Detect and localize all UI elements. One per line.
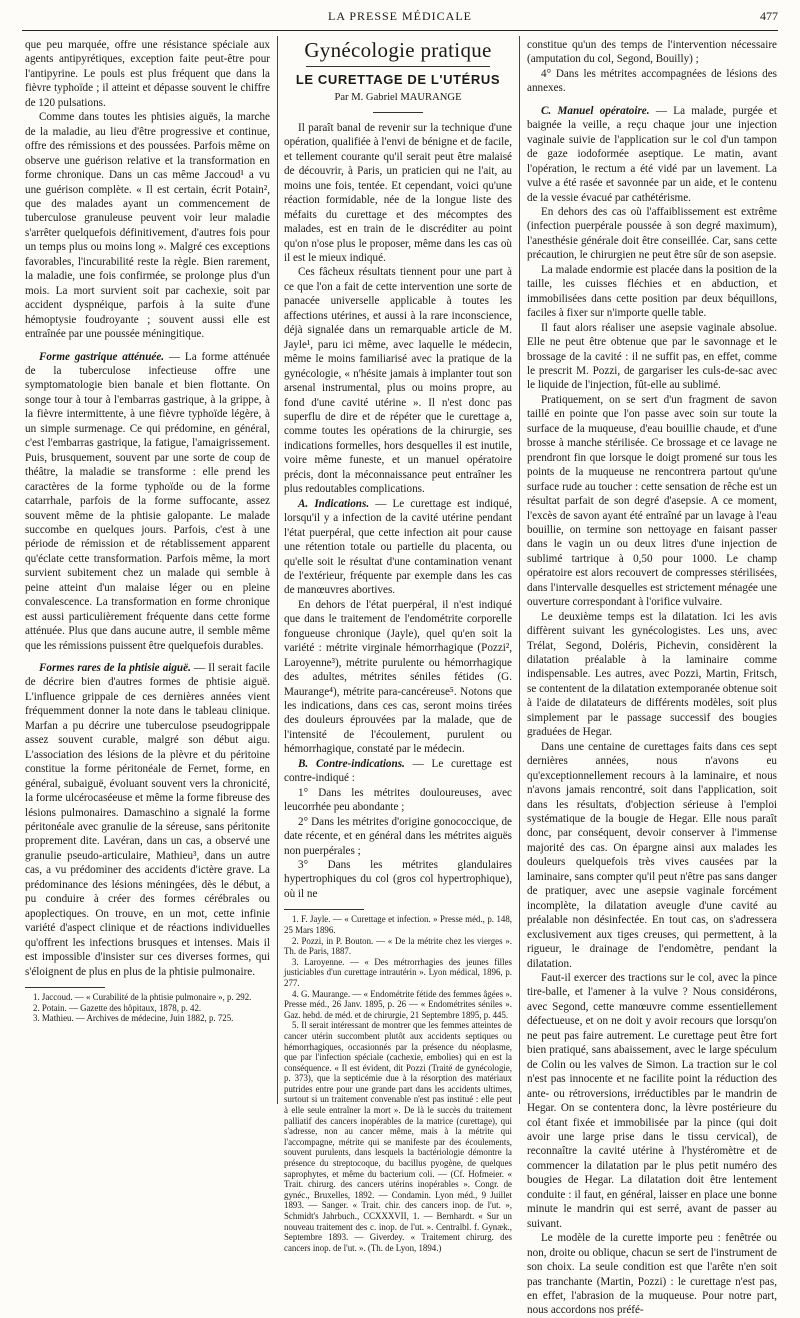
footnote: 1. F. Jayle. — « Curettage et infection. » Presse méd., p. 148, 25 Mars 1896. [284,914,512,935]
footnotes [25,992,270,1024]
footnote: 2. Potain. — Gazette des hôpitaux, 1878, p. 42. [33,1002,202,1013]
paragraph: Le deuxième temps est la dilatation. Ici les avis diffèrent suivant les gynécologistes. Les uns, avec Trélat, Segond, Doléris, Pichevin, considèrent la dilatation préalable à la laminaire comme indispensable. Les autres, avec Pozzi, Martin, Fritsch, se contentent de la dilatation extemporanée obtenue soit à l'aide de dilatateurs de différents modèles, soit plus simplement par le passage successif des bougies graduées de Hegar. [527,610,777,739]
section-paragraph: A. Indications. — Le curettage est indiqué, lorsqu'il y a infection de la cavité utérine pendant l'état puerpéral, que cette infection ait pour cause une rétention totale ou partielle du placenta, ou qu'elle soit le résultat d'une contamination venant de l'extérieur, fréquente par exemple dans les cas de manœuvres abortives. [284,497,512,597]
journal-title: LA PRESSE MÉDICALE [327,9,472,23]
footnote-rule [284,909,364,910]
rubric-heading: Gynécologie pratique [304,38,492,62]
footnote: 2. Pozzi, in P. Bouton. — « De la métrite chez les vierges ». Th. de Paris, 1887. [284,935,512,957]
paragraph: Il paraît banal de revenir sur la technique d'une opération, qualifiée à l'envi de bénigne et de facile, et tellement courante qu'il serait peut être malaisé de découvrir, à Paris, un praticien qui ne l'ait, au moins une fois, tentée. Et cependant, voici qu'une réaction formidable, née de la longue liste des méfaits du curettage et des mécomptes des malades, est en train de le discréditer au point qu'on n'ose plus le proposer, même dans les cas où il est le mieux indiqué. [284,121,512,264]
footnote: 3. Laroyenne. — « Des métrorrhagies des jeunes filles justiciables d'un curettage intrautérin ». Lyon médical, 1896, p. 277. [284,956,512,988]
list-item: 4° Dans les métrites accompagnées de lésions des annexes. [527,67,777,95]
paragraph: constitue qu'un des temps de l'intervention nécessaire (amputation du col, Segond, Bouilly) ; [527,39,777,66]
section-heading: Formes rares de la phtisie aiguë. [39,662,191,675]
page-number: 477 [760,9,778,23]
section-paragraph: B. Contre-indications. — Le curettage est contre-indiqué : [284,757,512,785]
section-text: La malade, purgée et baignée la veille, a reçu chaque jour une injection vaginale suivie de l'application sur le col d'un tampon de gaze iodoformée aseptique. Le matin, avant l'opération, le rectum a été vidé par un lavement. La vulve a été rasée et savonnée par un aide, et le contenu de la vessie évacué par cathétérisme. [527,104,777,204]
title-rule [373,112,423,113]
column-rule-1 [277,36,278,1104]
section-heading: B. Contre-indications. [298,757,405,770]
section-text: Il serait facile de décrire bien d'autres formes de phtisie aiguë. L'influence grippale de ces dernières années vient fréquemment donner la note dans le tableau clinique. Marfan a pu décrire une tuberculose pseudogrippale assez souvent curable, malgré son début aigu. L'association des lésions de la plèvre et du péritoine constitue la forme péritonéale de Fernet, forme, en général, subaiguë, évoluant souvent vers la chronicité, la forme ulcérocaséeuse et même la forme fibreuse des lésions pulmonaires. Damaschino a signalé la forme péritonéale avec granulie de la séreuse, sans péritonite proprement dite. Lavéran, dans un cas, a observé une granulie pseudo-articulaire, Mathieu³, dans un autre cas, a vu prédominer des accidents d'ictère grave. La prédominance des lésions méningées, dès le début, a pu conduire à créer des formes cérébrales ou apoplectiques. On trouve, en un mot, cette infinie variété d'aspect clinique et de réactions individuelles qu'offrent les infections brusques et intenses. Mais il est impossible d'insister sur ces diverses formes, qui s'éloignent de plus en plus de la phtisie pulmonaire. [25,662,270,978]
section-heading: Forme gastrique atténuée. [39,350,165,363]
column-1 [25,38,270,1104]
section-paragraph: Formes rares de la phtisie aiguë. — Il serait facile de décrire bien d'autres formes de phtisie aiguë. L'influence grippale de ces dernières années vient fréquemment donner la note dans le tableau clinique. Marfan a pu décrire une tuberculose pseudogrippale assez souvent curable, malgré son début aigu. L'association des lésions de la plèvre et du péritoine constitue la forme péritonéale de Fernet, forme, en général, subaiguë, évoluant souvent vers la chronicité, la forme ulcérocaséeuse et même la forme fibreuse des lésions pulmonaires. Damaschino a signalé la forme péritonéale avec granulie de la séreuse, sans péritonite proprement dite. Lavéran, dans un cas, a observé une granulie pseudo-articulaire, Mathieu³, dans un autre cas, a vu prédominer des accidents d'ictère grave. La prédominance des lésions méningées, dès le début, a pu conduire à créer des formes cérébrales ou apoplectiques. On trouve, en un mot, cette infinie variété d'aspect clinique et de réactions individuelles qu'offrent les infections brusques et intenses. Mais il est impossible d'insister sur ces diverses formes, qui s'éloignent de plus en plus de la phtisie pulmonaire. [25,662,270,978]
section-heading: C. Manuel opératoire. [541,104,650,117]
section-paragraph: Forme gastrique atténuée. — La forme atténuée de la tuberculose infectieuse offre une symptomatologie bien banale et bien flottante. On songe tour à tour à l'embarras gastrique, à la grippe, à la fièvre intermittente, à une fièvre typhoïde légère, à un simple surmenage. Ce qui prédomine, en général, c'est l'embarras gastrique, la fatigue, l'amaigrissement. Puis, brusquement, souvent par une sorte de coup de théâtre, la maladie se transforme : elle prend les caractères de la forme typhoïde ou de la forme catarrhale, parfois de la forme suffocante, assez souvent même de la phtisie galopante. Le malade succombe en quelques jours. Parfois, c'est à une période de rémission et de rétablissement apparent qu'éclate cette transformation. Parfois même, la mort survient subitement chez un malade qui semble à peine atteint d'un malaise léger ou en pleine convalescence. La transformation en forme chronique est aussi particulièrement fréquente dans cette forme atténuée. Plus que dans aucune autre, il semble même que les rémissions puissent être quelquefois durables. [25,350,270,652]
paragraph: La malade endormie est placée dans la position de la taille, les cuisses fléchies et en abduction, et immobilisées dans cette position par deux béquillons, faciles à fixer sur n'importe quelle table. [527,263,777,320]
section-text: Le curettage est indiqué, lorsqu'il y a infection de la cavité utérine pendant l'état puerpéral, que cette infection ait pour cause une rétention totale ou partielle du placenta, ou qu'elle soit le résultat d'une contamination venant de l'extérieur, fréquente par exemple dans les cas de manœuvres abortives. [284,497,512,597]
section-text: Le curettage est contre-indiqué : [284,757,512,785]
paragraph: Faut-il exercer des tractions sur le col, avec la pince tire-balle, et l'amener à la vulve ? Nous considérons, avec Segond, cette manœuvre comme essentiellement défectueuse, et on ne doit y avoir recours que lorsqu'on ne peut pas faire autrement. Le curettage peut être fort bien pratiqué, sans abaissement, avec le large spéculum de Colin ou les valves de Simon. La traction sur le col n'est pas innocente et ne facilite point la réduction des ante- ou rétroversions, irréductibles par le mandrin de Hegar. On se contentera donc, la lèvre postérieure du col étant fixée et immobilisée par la pince (qui doit avoir une large prise dans le tissu cervical), de reconnaître la cavité utérine à l'hystéromètre et de commencer la dilatation par le plus petit numéro des bougies de Hegar. La dilatation doit être lentement conduite : il faut, en général, laisser en place une bonne minute le mandrin qui est serré, avant de passer au suivant. [527,972,777,1230]
section-heading: A. Indications. [298,497,370,510]
footnote: 3. Mathieu. — Archives de médecine, Juin 1882, p. 725. [33,1013,234,1024]
paragraph: Ces fâcheux résultats tiennent pour une part à ce que l'on a fait de cette intervention une sorte de panacée universelle applicable à toutes les affections utérines, et aussi à la rare inconscience, déjà signalée dans un remarquable article de M. Jayle¹, paru ici même, avec laquelle le médecin, même le moins familiarisé avec la pratique de la gynécologie, « n'hésite jamais à implanter tout son arsenal instrumental, plus ou moins propre, au fond d'une cavité utérine ». Il n'est donc pas superflu de dire et de répéter que le curettage a, comme toutes les opérations de la chirurgie, ses indications formelles, hors desquelles il est inutile, voire même funeste, et un manuel opératoire précis, dont la méconnaissance peut entraîner les plus redoutables complications. [284,266,512,496]
header-rule [22,30,778,31]
running-header [22,9,778,27]
paragraph: Pratiquement, on se sert d'un fragment de savon taillé en pointe que l'on passe avec soin sur toute la surface de la muqueuse, d'eau bouillie chaude, et d'une brosse à manche stérilisée. Ce brossage et ce lavage ne prendront fin que lorsque le doigt promené sur tous les points de la muqueuse ne rencontrera partout qu'une surface rude au toucher : cette sensation de rêche est un résultat parfait de son degré d'asepsie. A ce moment, l'excès de savon ayant été entraîné par un lavage à l'eau bouillie, on termine son nettoyage en faisant passer dans le vagin un ou deux litres d'une injection de sublimé tartrique à 0,50 pour 1000. Le champ opératoire est alors recouvert de compresses stérilisées, dans l'intervalle desquelles est strictement ménagée une ouverture correspondant à l'orifice vulvaire. [527,393,777,609]
paragraph: Comme dans toutes les phtisies aiguës, la marche de la maladie, au lieu d'être progressive et continue, offre des rémissions et des poussées. Parfois même on observe une guérison relative et la transformation en forme chronique. Dans un cas même Jaccoud¹ a vu une guérison complète. « Il est certain, écrit Potain², que des malades ayant un commencement de tuberculose granuleuse peuvent voir leur maladie s'arrêter quelquefois définitivement, d'autres fois pour un temps plus ou moins long ». Malgré ces exceptions favorables, l'incurabilité reste la règle. Bien rarement, la maladie, une fois confirmée, se prolonge plus d'un mois. La mort survient soit par cachexie, soit par accident dyspnéique, parfois à la suite d'une hémoptysie foudroyante ; souvent aussi elle est entraînée par une poussée méningitique. [25,111,270,341]
list-item: 1° Dans les métrites douloureuses, avec leucorrhée peu abondante ; [284,786,512,814]
article-title: LE CURETTAGE DE L'UTÉRUS [295,72,501,87]
column-rule-2 [519,36,520,1104]
paragraph: Il faut alors réaliser une asepsie vaginale absolue. Elle ne peut être obtenue que par le savonnage et le brossage de la cavité : il ne suffit pas, en effet, comme le prescrit M. Pozzi, de gargariser les culs-de-sac avec le liquide de l'injection, fût-elle au sublimé. [527,321,777,392]
paragraph: En dehors de l'état puerpéral, il n'est indiqué que dans le traitement de l'endométrite corporelle fongueuse chronique (Jayle), quel qu'en soit la variété : métrite virginale hémorrhagique (Pozzi², Laroyenne³), métrite purulente ou hémorrhagique des adultes, métrites séniles fétides (G. Maurange⁴), métrite para-cancéreuse⁵. Notons que les indications, dans ces cas, seront moins tirées des douleurs éprouvées par la malade, que de l'intensité de l'écoulement, purulent ou hémorrhagique, constaté par le médecin. [284,598,512,756]
paragraph: Dans une centaine de curettages faits dans ces sept dernières années, nous n'avons eu qu'exceptionnellement recours à la laminaire, et nous n'avons jamais rencontré, soit dans l'application, soit dans les résultats, d'objection sérieuse à l'emploi systématique de la bougie de Hegar. Elle nous paraît donc, par conséquent, devoir conserver à l'immense majorité des cas. On épargne ainsi aux malades les douleurs quelquefois très vives causées par la laminaire, sans compter qu'il peut n'être pas sans danger de pratiquer, avec une asepsie vaginale forcément incomplète, la dilatation aveugle d'une cavité au préalable non désinfectée. En tout cas, on s'adressera exclusivement aux tiges creuses, qui permettent, à la rigueur, le drainage de l'endomètre, pendant la dilatation. [527,740,777,970]
column-2 [284,38,512,1253]
footnote: 4. G. Maurange. — « Endométrite fétide des femmes âgées ». Presse méd., 26 Janv. 1895, p. 26 — « Endométrites séniles ». Gaz. hebd. de méd. et de chirurgie, 21 Septembre 1895, p. 445. [284,988,512,1020]
list-item: 2° Dans les métrites d'origine gonococcique, de date récente, et en général dans les métrites aiguës non puerpérales ; [284,815,512,857]
footnote-rule [25,987,105,988]
paragraph: que peu marquée, offre une résistance spéciale aux agents antipyrétiques, exception faite peut-être pour l'antipyrine. Le pouls est plus fréquent que dans la fièvre typhoïde ; il atteint et dépasse souvent le chiffre de 120 pulsations. [25,39,270,109]
paragraph: En dehors des cas où l'affaiblissement est extrême (infection puerpérale poussée à son degré maximum), l'anesthésie générale doit être conseillée. Car, sans cette précaution, le chirurgien ne peut être sûr de son asepsie. [527,205,777,262]
section-text: La forme atténuée de la tuberculose infectieuse offre une symptomatologie bien banale et bien flottante. On songe tour à tour à l'embarras gastrique, à la grippe, à la fièvre intermittente, à une fièvre typhoïde légère, à un simple surmenage. Ce qui prédomine, en général, c'est l'embarras gastrique, la fatigue, l'amaigrissement. Puis, brusquement, souvent par une sorte de coup de théâtre, la maladie se transforme : elle prend les caractères de la forme typhoïde ou de la forme catarrhale, parfois de la forme suffocante, assez souvent même de la phtisie galopante. Le malade succombe en quelques jours. Parfois, c'est à une période de rémission et de rétablissement apparent qu'éclate cette transformation. Parfois même, la mort survient subitement chez un malade qui semble à peine atteint d'un malaise léger ou en pleine convalescence. La transformation en forme chronique est aussi particulièrement fréquente dans cette forme atténuée. Plus que dans aucune autre, il semble même que les rémissions puissent être quelquefois durables. [25,350,270,652]
footnote: 5. Il serait intéressant de montrer que les femmes atteintes de cancer utérin succombent plutôt aux accidents septiques ou hémorrhagiques, occasionnés par la présence du néoplasme, que par l'infection spéciale (cachexie, embolies) qui en est la conséquence. « Il est évident, dit Pozzi (Traité de gynécologie, p. 373), que la septicémie due à la résorption des matériaux putrides entre pour une grande part dans les accidents ultimes, surtout si un traitement convenable n'est pas institué : elle peut à elle seule entraîner la mort ». De là le succès du traitement palliatif des cancers inopérables de la matrice (curettage), qui s'adresse, non au cancer même, mais à la métrite qui l'accompagne, métrite qui se manifeste par des écoulements, souvent purulents, dans lesquels la bactériologie démontre la présence du streptocoque, du bacillus pyogène, de quelques saprophytes, et même du bacterium coli. — (Cf. Hofmeier. « Trait. chirurg. des cancers utérins inopérables ». Congr. de gynéc., Bruxelles, 1892. — Condamin. Lyon méd., 9 Juillet 1893. — Sanger. « Trait. chir. des cancers inop. de l'ut. », Schmidt's Jahrbuch., CCXXXVII, 1. — Bernhardt. « Sur un nouveau traitement des c. inop. de l'ut. ». Centralbl. f. Gynæk., Septembre 1893. — Giverdey. « Traitement chirurg. des cancers inop. de l'ut. ». (Th. de Lyon, 1894.) [284,1020,512,1253]
rubric-rule [306,66,490,67]
list-item: 3° Dans les métrites glandulaires hypertrophiques du col (gros col hypertrophique), où il ne [284,859,512,900]
article-author: Par M. Gabriel MAURANGE [334,92,462,104]
paragraph: Le modèle de la curette importe peu : fenêtrée ou non, droite ou oblique, chacun se sert de l'instrument de son choix. La seule condition est que l'arête n'en soit pas tranchante (Martin, Pozzi) : le curettage n'est pas, en effet, l'abrasion de la muqueuse. Pour notre part, nous accordons nos préfé- [527,1232,777,1317]
footnotes [284,914,512,1253]
footnote: 1. Jaccoud. — « Curabilité de la phtisie pulmonaire », p. 292. [33,992,252,1002]
section-paragraph: C. Manuel opératoire. — La malade, purgée et baignée la veille, a reçu chaque jour une injection vaginale suivie de l'application sur le col d'un tampon de gaze iodoformée aseptique. Le matin, avant l'opération, le rectum a été vidé par un lavement. La vulve a été rasée et savonnée par un aide, et le contenu de la vessie évacué par cathétérisme. [527,104,777,204]
column-3 [527,38,777,1317]
